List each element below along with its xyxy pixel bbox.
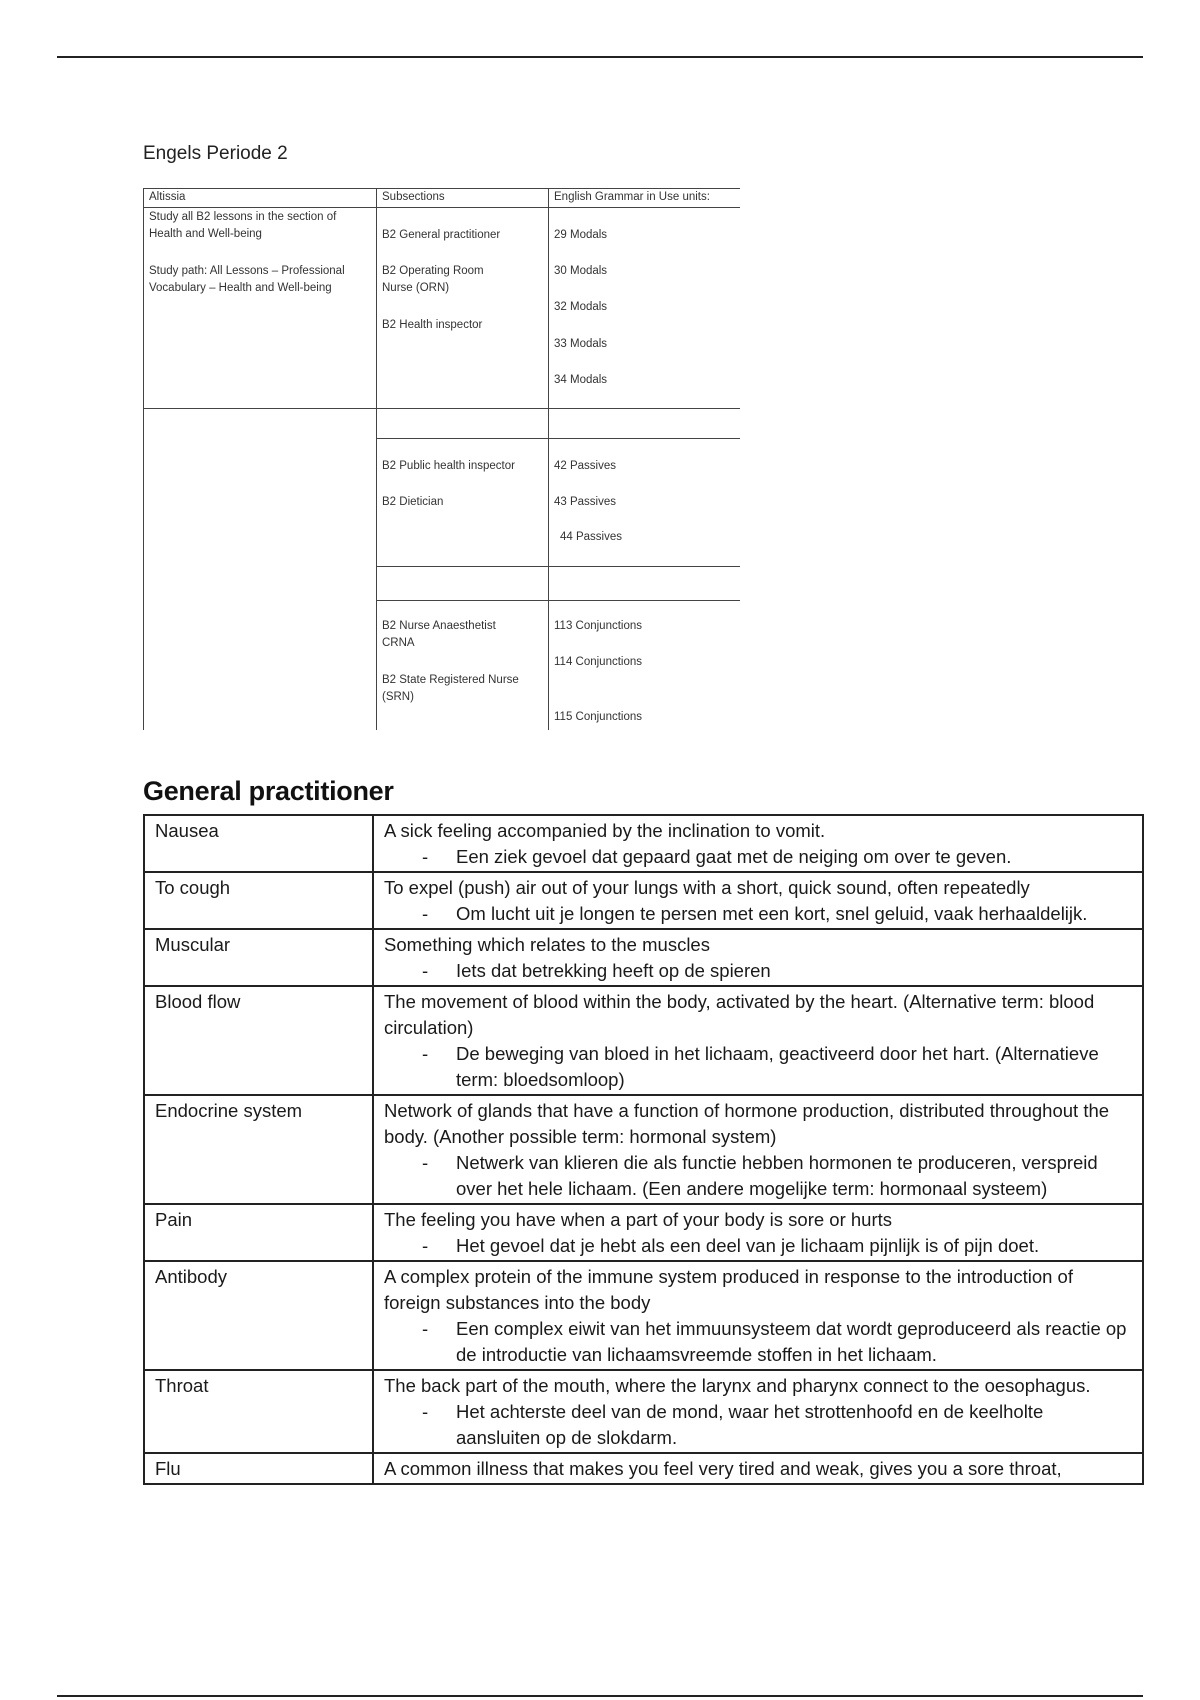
dutch-translation: - Een ziek gevoel dat gepaard gaat met de neiging om over te geven. [384,844,1132,870]
definition-cell [373,929,1143,986]
dutch-translation: - Netwerk van klieren die als functie hebben hormonen te produceren, verspreid over het hele lichaam. (Een andere mogelijke term: hormonaal systeem) [384,1150,1132,1202]
plan-header-subsections: Subsections [382,191,445,203]
definition-cell [373,1204,1143,1261]
plan-subsection: B2 Nurse Anaesthetist CRNA [382,620,496,649]
english-definition: A sick feeling accompanied by the inclination to vomit. [384,820,826,841]
dutch-translation: - Het gevoel dat je hebt als een deel van je lichaam pijnlijk is of pijn doet. [384,1233,1132,1259]
header-rule [57,56,1143,58]
plan-grid-line [548,188,549,730]
plan-unit: 33 Modals [554,338,608,350]
table-row [144,815,1143,872]
altissia-instruction: Study all B2 lessons in the section of Health and Well-being [149,211,337,240]
english-definition: The back part of the mouth, where the larynx and pharynx connect to the oesophagus. [384,1375,1091,1396]
dutch-translation: - Iets dat betrekking heeft op de spieren [384,958,1132,984]
dutch-translation: - Om lucht uit je longen te persen met een kort, snel geluid, vaak herhaaldelijk. [384,901,1132,927]
plan-unit: 29 Modals [554,229,608,241]
definition-cell [373,1370,1143,1453]
plan-subsection: B2 Dietician [382,496,444,508]
table-row [144,1204,1143,1261]
english-definition: The feeling you have when a part of your body is sore or hurts [384,1209,893,1230]
table-row [144,1453,1143,1484]
table-row [144,1370,1143,1453]
footer-rule [57,1695,1143,1697]
plan-unit: 44 Passives [560,531,623,543]
plan-grid-line [143,188,144,730]
plan-header-altissia: Altissia [149,191,186,203]
definition-cell [373,1095,1143,1204]
plan-header-units: English Grammar in Use units: [554,191,710,203]
term-cell: Blood flow [144,986,373,1095]
plan-grid-line [143,207,740,208]
section-title: General practitioner [143,776,394,806]
dutch-translation: - De beweging van bloed in het lichaam, geactiveerd door het hart. (Alternatieve term: bloedsomloop) [384,1041,1132,1093]
altissia-study-path: Study path: All Lessons – Professional Vocabulary – Health and Well-being [149,265,345,294]
plan-unit: 34 Modals [554,374,608,386]
english-definition: Network of glands that have a function of hormone production, distributed throughout the body. (Another possible term: hormonal system) [384,1100,1110,1147]
term-cell: Antibody [144,1261,373,1370]
plan-unit: 32 Modals [554,301,608,313]
table-row [144,986,1143,1095]
dutch-translation: - Het achterste deel van de mond, waar het strottenhoofd en de keelholte aansluiten op de slokdarm. [384,1399,1132,1451]
table-row [144,1095,1143,1204]
table-row [144,872,1143,929]
plan-grid-line [376,438,740,439]
plan-subsection: B2 Operating Room Nurse (ORN) [382,265,484,294]
term-cell: Throat [144,1370,373,1453]
term-cell: To cough [144,872,373,929]
vocabulary-table [143,814,1144,1485]
term-cell: Nausea [144,815,373,872]
plan-subsection: B2 State Registered Nurse (SRN) [382,674,519,703]
english-definition: Something which relates to the muscles [384,934,710,955]
plan-grid-line [376,188,377,730]
plan-unit: 115 Conjunctions [554,711,643,723]
term-cell: Flu [144,1453,373,1484]
plan-grid-line [376,600,740,601]
plan-subsection: B2 General practitioner [382,229,501,241]
english-definition: To expel (push) air out of your lungs with a short, quick sound, often repeatedly [384,877,1030,898]
definition-cell [373,1453,1143,1484]
plan-unit: 30 Modals [554,265,608,277]
definition-cell [373,872,1143,929]
plan-grid-line [376,566,740,567]
english-definition: The movement of blood within the body, activated by the heart. (Alternative term: blood circulation) [384,991,1095,1038]
table-row [144,1261,1143,1370]
document-title: Engels Periode 2 [143,143,288,164]
plan-subsection: B2 Public health inspector [382,460,515,472]
definition-cell [373,986,1143,1095]
study-plan-table [143,188,740,730]
plan-unit: 113 Conjunctions [554,620,643,632]
plan-grid-line [143,408,740,409]
plan-unit: 42 Passives [554,460,617,472]
definition-cell [373,1261,1143,1370]
plan-unit: 114 Conjunctions [554,656,643,668]
plan-subsection: B2 Health inspector [382,319,483,331]
table-row [144,929,1143,986]
term-cell: Endocrine system [144,1095,373,1204]
english-definition: A complex protein of the immune system produced in response to the introduction of foreign substances into the body [384,1266,1073,1313]
term-cell: Muscular [144,929,373,986]
definition-cell [373,815,1143,872]
english-definition: A common illness that makes you feel very tired and weak, gives you a sore throat, [384,1458,1062,1479]
dutch-translation: - Een complex eiwit van het immuunsysteem dat wordt geproduceerd als reactie op de introductie van lichaamsvreemde stoffen in het lichaam. [384,1316,1132,1368]
plan-unit: 43 Passives [554,496,617,508]
term-cell: Pain [144,1204,373,1261]
